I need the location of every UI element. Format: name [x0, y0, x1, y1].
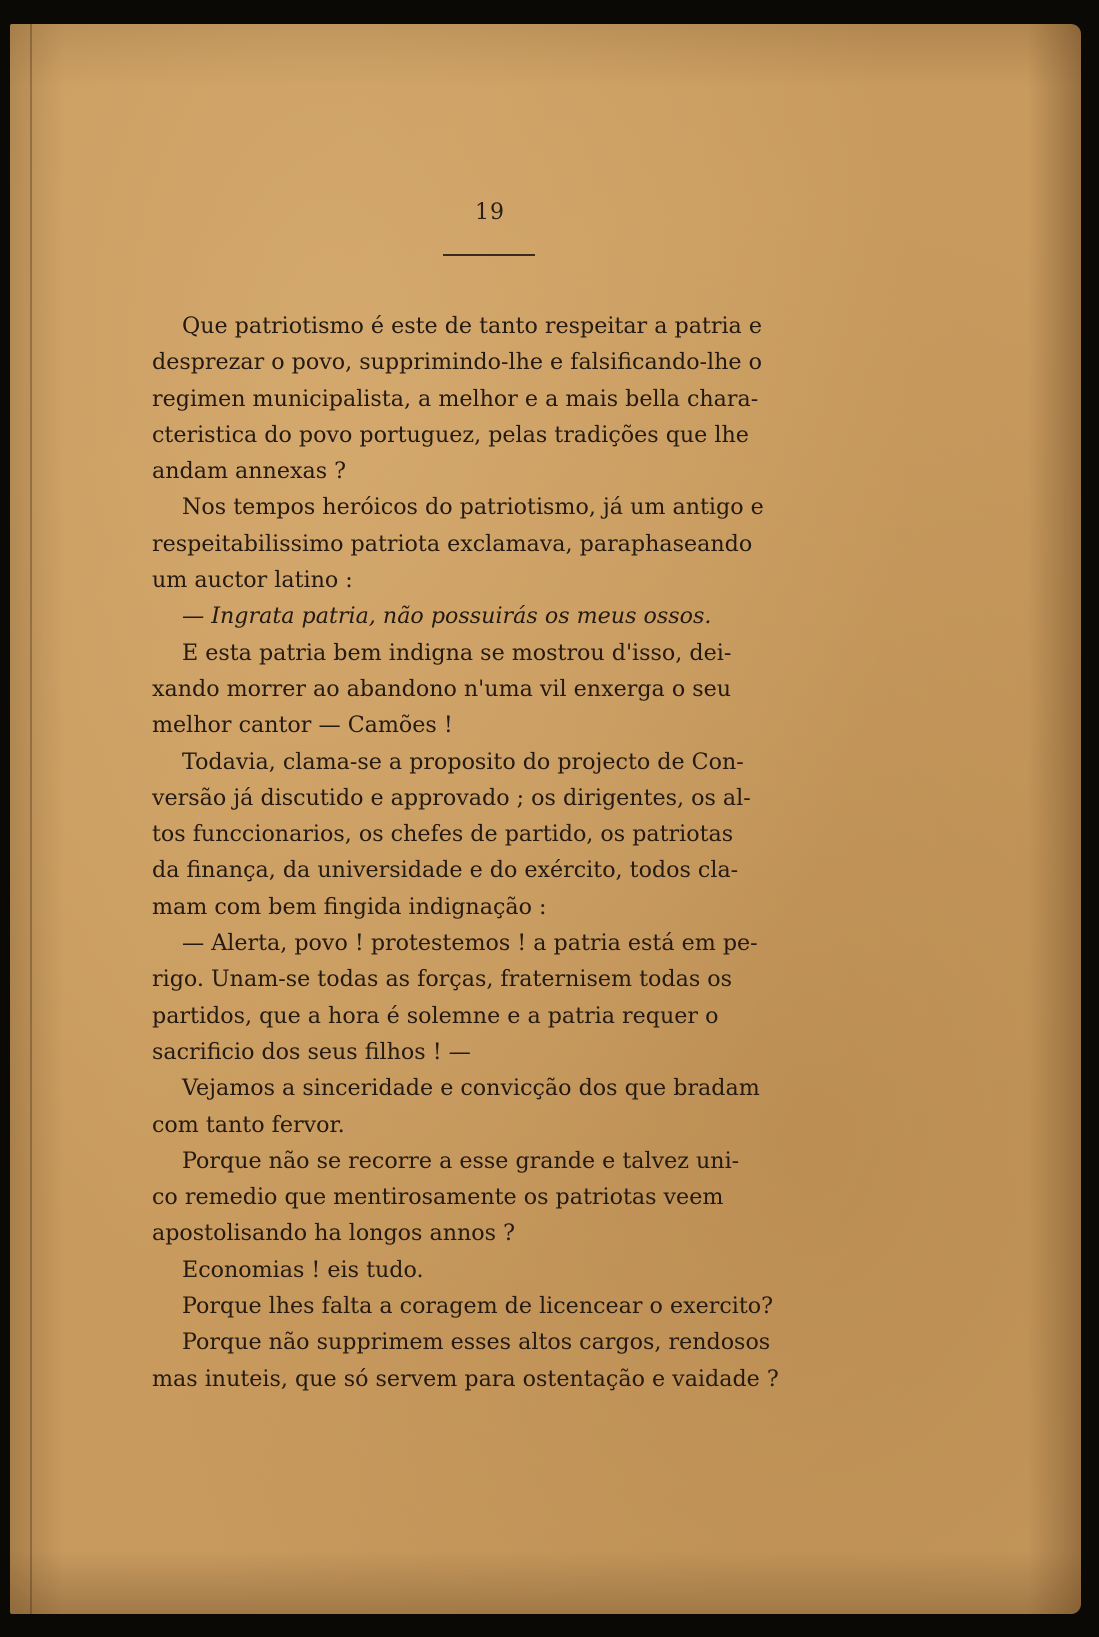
text-line: — Alerta, povo ! protestemos ! a patria está em pe-: [182, 930, 758, 957]
text-line: xando morrer ao abandono n'uma vil enxerga o seu: [152, 675, 732, 702]
text-line: Todavia, clama-se a proposito do projecto de Con-: [182, 748, 744, 775]
text-line: da finança, da universidade e do exército, todos cla-: [152, 857, 739, 884]
text-line: regimen municipalista, a melhor e a mais bella chara-: [152, 385, 759, 412]
text-line: Porque não supprimem esses altos cargos, rendosos: [182, 1329, 771, 1356]
header-rule: [443, 254, 535, 256]
text-line: cteristica do povo portuguez, pelas tradições que lhe: [152, 421, 749, 448]
text-line: versão já discutido e approvado ; os dirigentes, os al-: [152, 784, 751, 811]
text-line: Nos tempos heróicos do patriotismo, já um antigo e: [182, 494, 764, 521]
text-line: desprezar o povo, supprimindo-lhe e falsificando-lhe o: [152, 349, 762, 376]
text-line: mam com bem fingida indignação :: [152, 893, 547, 920]
text-line: Que patriotismo é este de tanto respeitar a patria e: [182, 313, 762, 339]
text-line: Porque lhes falta a coragem de licencear o exercito?: [182, 1293, 774, 1320]
page-number: 19: [475, 200, 505, 225]
text-line: co remedio que mentirosamente os patriotas veem: [152, 1184, 724, 1211]
page-binding-edge: [30, 24, 32, 1614]
text-line: com tanto fervor.: [152, 1111, 345, 1138]
body-text: [152, 308, 820, 1397]
text-line: E esta patria bem indigna se mostrou d'isso, dei-: [182, 639, 732, 666]
text-line: respeitabilissimo patriota exclamava, paraphaseando: [152, 530, 753, 557]
text-line: rigo. Unam-se todas as forças, fraternisem todas os: [152, 966, 733, 993]
text-line: Vejamos a sinceridade e convicção dos que bradam: [182, 1075, 760, 1102]
text-line: mas inuteis, que só servem para ostentação e vaidade ?: [152, 1365, 779, 1392]
text-line: Economias ! eis tudo.: [182, 1256, 424, 1283]
text-line: tos funccionarios, os chefes de partido, os patriotas: [152, 821, 734, 848]
text-line: um auctor latino :: [152, 567, 353, 594]
text-line: melhor cantor — Camões !: [152, 712, 453, 739]
text-line: partidos, que a hora é solemne e a patria requer o: [152, 1002, 719, 1029]
text-line: andam annexas ?: [152, 458, 347, 485]
text-line: Porque não se recorre a esse grande e talvez uni-: [182, 1147, 740, 1174]
text-line: apostolisando ha longos annos ?: [152, 1220, 515, 1247]
quote-line: — Ingrata patria, não possuirás os meus ossos.: [182, 603, 712, 630]
text-line: sacrificio dos seus filhos ! —: [152, 1038, 471, 1065]
